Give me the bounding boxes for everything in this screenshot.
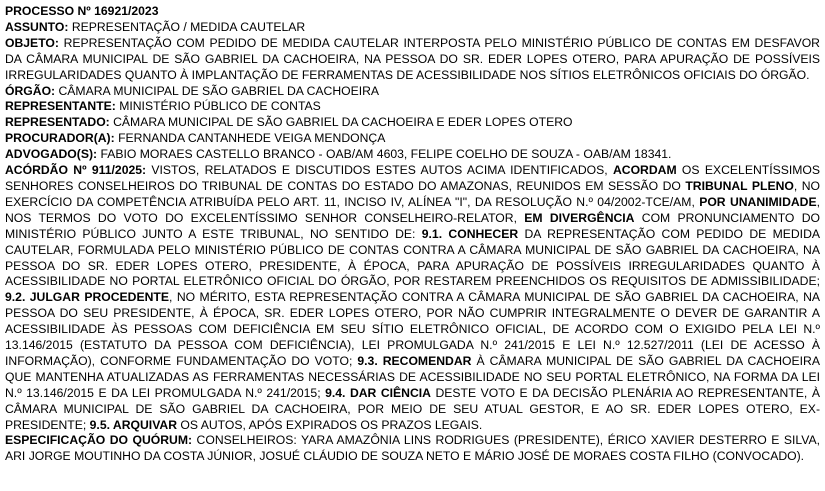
item-9-1-bold: 9.1. CONHECER xyxy=(421,226,519,241)
divergencia-bold: EM DIVERGÊNCIA xyxy=(524,210,635,225)
advogados-line xyxy=(5,147,820,163)
representante-label: REPRESENTANTE: xyxy=(5,99,116,114)
item-9-2-bold: 9.2. JULGAR PROCEDENTE xyxy=(5,290,169,305)
unanimidade-bold: POR UNANIMIDADE xyxy=(699,194,817,209)
orgao-text: CÂMARA MUNICIPAL DE SÃO GABRIEL DA CACHOEIRA xyxy=(55,83,380,98)
procurador-line xyxy=(5,131,820,147)
objeto-text: REPRESENTAÇÃO COM PEDIDO DE MEDIDA CAUTELAR INTERPOSTA PELO MINISTÉRIO PÚBLICO DE CONTAS EM DESFAVOR DA CÂMARA MUNICIPAL DE SÃO GABRIEL DA CACHOEIRA, NA PESSOA DO SR. EDER LOPES OTERO, PARA APURAÇÃO DE POSSÍVEIS IRREGULARIDADES QUANTO À IMPLANTAÇÃO DE FERRAMENTAS DE ACESSIBILIDADE NOS SÍTIOS ELETRÔNICOS OFICIAIS DO ÓRGÃO. xyxy=(5,35,820,82)
acordao-label: ACÓRDÃO Nº 911/2025: xyxy=(5,163,147,178)
item-9-3-bold: 9.3. RECOMENDAR xyxy=(357,353,472,368)
acordao-paragraph: ACÓRDÃO Nº 911/2025: VISTOS, RELATADOS E DISCUTIDOS ESTES AUTOS ACIMA IDENTIFICADOS, ACORDAM OS EXCELENTÍSSIMOS SENHORES CONSELHEIROS DO TRIBUNAL DE CONTAS DO ESTADO DO AMAZONAS, REUNIDOS EM SESSÃO DO TRIBUNAL PLENO, NO EXERCÍCIO DA COMPETÊNCIA ATRIBUÍDA PELO ART. 11, INCISO IV, ALÍNEA "I", DA RESOLUÇÃO N.º 04/2002-TCE/AM, POR UNANIMIDADE, NOS TERMOS DO VOTO DO EXCELENTÍSSIMO SENHOR CONSELHEIRO-RELATOR, EM DIVERGÊNCIA COM PRONUNCIAMENTO DO MINISTÉRIO PÚBLICO JUNTO A ESTE TRIBUNAL, NO SENTIDO DE: 9.1. CONHECER DA REPRESENTAÇÃO COM PEDIDO DE MEDIDA CAUTELAR, FORMULADA PELO MINISTÉRIO PÚBLICO DE CONTAS CONTRA A CÂMARA MUNICIPAL DE SÃO GABRIEL DA CACHOEIRA, NA PESSOA DO SR. EDER LOPES OTERO, PRESIDENTE, À ÉPOCA, PARA APURAÇÃO DE POSSÍVEIS IRREGULARIDADES QUANTO À ACESSIBILIDADE NO PORTAL ELETRÔNICO OFICIAL DO ÓRGÃO, POR RESTAREM PREENCHIDOS OS REQUISITOS DE ADMISSIBILIDADE; 9.2. JULGAR PROCEDENTE, NO MÉRITO, ESTA REPRESENTAÇÃO CONTRA A CÂMARA MUNICIPAL DE SÃO GABRIEL DA CACHOEIRA, NA PESSOA DO SEU PRESIDENTE, À ÉPOCA, SR. EDER LOPES OTERO, POR NÃO CUMPRIR INTEGRALMENTE O DEVER DE GARANTIR A ACESSIBILIDADE ÀS PESSOAS COM DEFICIÊNCIA EM SEU SÍTIO ELETRÔNICO OFICIAL, DE ACORDO COM O EXIGIDO PELA LEI N.º 13.146/2015 (ESTATUTO DA PESSOA COM DEFICIÊNCIA), LEI PROMULGADA N.º 241/2015 E LEI N.º 12.527/2011 (LEI DE ACESSO À INFORMAÇÃO), CONFORME FUNDAMENTAÇÃO DO VOTO; 9.3. RECOMENDAR À CÂMARA MUNICIPAL DE SÃO GABRIEL DA CACHOEIRA QUE MANTENHA ATUALIZADAS AS FERRAMENTAS NECESSÁRIAS DE ACESSIBILIDADE NO SEU PORTAL ELETRÔNICO, NA FORMA DA LEI N.º 13.146/2015 E DA LEI PROMULGADA N.º 241/2015; 9.4. DAR CIÊNCIA DESTE VOTO E DA DECISÃO PLENÁRIA AO REPRESENTANTE, À CÂMARA MUNICIPAL DE SÃO GABRIEL DA CACHOEIRA, POR MEIO DE SEU ATUAL GESTOR, E AO SR. EDER LOPES OTERO, EX-PRESIDENTE; 9.5. ARQUIVAR OS AUTOS, APÓS EXPIRADOS OS PRAZOS LEGAIS. xyxy=(5,163,820,432)
assunto-line xyxy=(5,20,820,36)
quorum-text: CONSELHEIROS: YARA AMAZÔNIA LINS RODRIGUES (PRESIDENTE), ÉRICO XAVIER DESTERRO E SILVA, ARI JORGE MOUTINHO DA COSTA JÚNIOR, JOSUÉ CLÁUDIO DE SOUZA NETO E MÁRIO JOSÉ DE MORAES COSTA FILHO (CONVOCADO). xyxy=(5,433,820,464)
representado-line xyxy=(5,115,820,131)
item-9-5-bold: 9.5. ARQUIVAR xyxy=(89,417,178,432)
representado-text: CÂMARA MUNICIPAL DE SÃO GABRIEL DA CACHOEIRA E EDER LOPES OTERO xyxy=(109,115,573,130)
advogados-label: ADVOGADO(S): xyxy=(5,147,98,162)
quorum-paragraph xyxy=(5,433,820,465)
objeto-label: OBJETO: xyxy=(5,35,59,50)
acordam-bold: ACORDAM xyxy=(612,163,677,178)
orgao-label: ÓRGÃO: xyxy=(5,83,56,98)
procurador-text: FERNANDA CANTANHEDE VEIGA MENDONÇA xyxy=(114,131,386,146)
orgao-line xyxy=(5,84,820,100)
representante-text: MINISTÉRIO PÚBLICO DE CONTAS xyxy=(115,99,321,114)
assunto-text: REPRESENTAÇÃO / MEDIDA CAUTELAR xyxy=(68,19,306,34)
representado-label: REPRESENTADO: xyxy=(5,115,110,130)
item-9-4-bold: 9.4. DAR CIÊNCIA xyxy=(325,385,431,400)
objeto-paragraph xyxy=(5,36,820,84)
quorum-label: ESPECIFICAÇÃO DO QUÓRUM: xyxy=(5,433,193,448)
representante-line xyxy=(5,99,820,115)
advogados-text: FABIO MORAES CASTELLO BRANCO - OAB/AM 4603, FELIPE COELHO DE SOUZA - OAB/AM 18341. xyxy=(97,147,672,162)
procurador-label: PROCURADOR(A): xyxy=(5,131,115,146)
assunto-label: ASSUNTO: xyxy=(5,19,69,34)
process-number: PROCESSO Nº 16921/2023 xyxy=(5,4,159,18)
tribunal-pleno-bold: TRIBUNAL PLENO xyxy=(685,178,794,193)
